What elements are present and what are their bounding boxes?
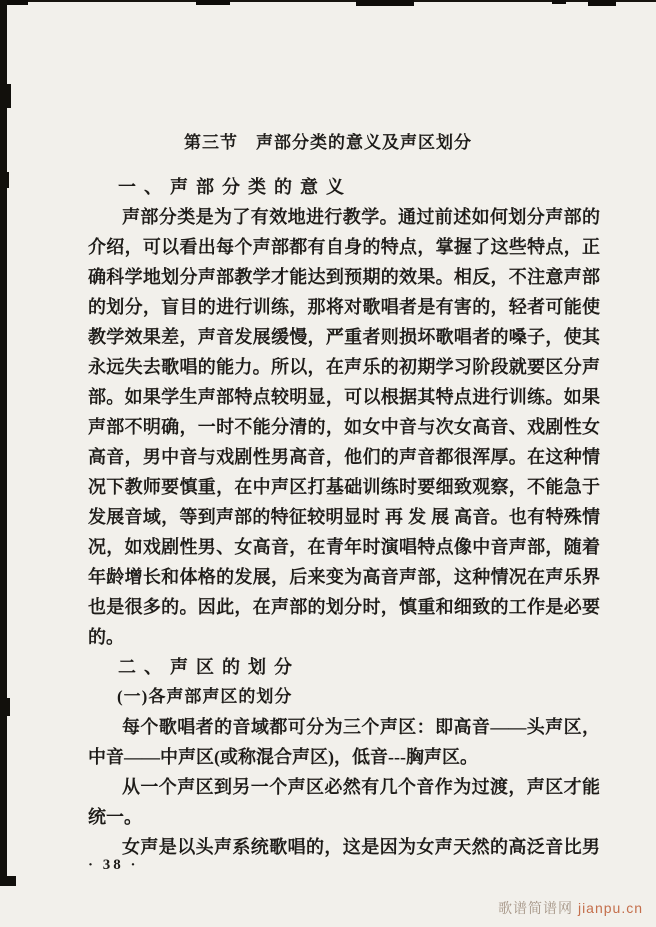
text-line: 一、声部分类的意义 [118,177,352,197]
text-line: (一)各声部声区的划分 [117,687,293,706]
text-line: 女声是以头声系统歌唱的，这是因为女声天然的高泛音比男 [122,837,600,857]
text-line: 从一个声区到另一个声区必然有几个音作为过渡，声区才能 [122,777,600,797]
scan-artifact [0,698,10,716]
scan-artifact [0,172,9,188]
text-line: 教学效果差，声音发展缓慢，严重者则损坏歌唱者的嗓子，使其 [88,327,600,347]
scan-artifact [552,0,566,4]
watermark-site-name: 歌谱简谱网 [498,900,574,916]
text-line: 也是很多的。因此，在声部的划分时，慎重和细致的工作是必要 [88,597,600,617]
text-line: 况，如戏剧性男、女高音，在青年时演唱特点像中音声部，随着 [88,537,600,557]
scan-artifact [356,0,414,6]
text-line: 每个歌唱者的音域都可分为三个声区：即高音——头声区， [122,717,600,737]
page-body [88,172,600,862]
text-line: 的。 [88,627,124,647]
text-line: 声部不明确，一时不能分清的，如女中音与次女高音、戏剧性女 [88,417,600,437]
watermark-site-url: jianpu.cn [577,900,643,916]
text-line: 介绍，可以看出每个声部都有自身的特点，掌握了这些特点，正 [88,237,600,257]
text-line: 况下教师要慎重，在中声区打基础训练时要细致观察，不能急于 [88,477,600,497]
section-title: 第三节 声部分类的意义及声区划分 [184,133,472,152]
text-line: 中音——中声区(或称混合声区)，低音---胸声区。 [88,747,478,767]
watermark [498,898,643,918]
text-line: 统一。 [88,807,142,827]
text-line: 确科学地划分声部教学才能达到预期的效果。相反，不注意声部 [88,267,600,287]
text-line: 永远失去歌唱的能力。所以，在声乐的初期学习阶段就要区分声 [88,357,600,377]
text-line: 的划分，盲目的进行训练，那将对歌唱者是有害的，轻者可能使 [88,297,600,317]
page-number: · 38 · [88,857,139,873]
scan-artifact [196,0,230,5]
text-line: 声部分类是为了有效地进行教学。通过前述如何划分声部的 [122,207,600,227]
text-line: 高音，男中音与戏剧性男高音，他们的声音都很浑厚。在这种情 [88,447,600,467]
text-line: 部。如果学生声部特点较明显，可以根据其特点进行训练。如果 [88,387,600,407]
scan-artifact [0,876,16,886]
scan-artifact [588,0,616,6]
text-line: 二、声区的划分 [118,657,300,677]
scan-artifact [0,84,11,108]
text-line: 发展音域，等到声部的特征较明显时 再 发 展 高音。也有特殊情 [88,507,600,527]
text-line: 年龄增长和体格的发展，后来变为高音声部，这种情况在声乐界 [88,567,600,587]
